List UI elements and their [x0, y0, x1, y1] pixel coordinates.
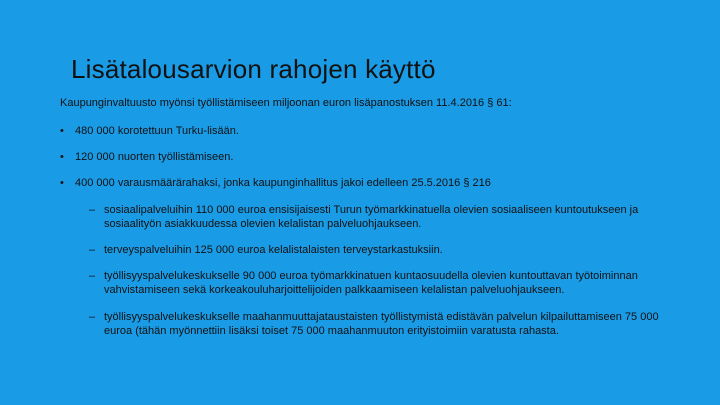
dash-marker: –: [89, 204, 96, 216]
bullet-text: 400 000 varausmäärärahaksi, jonka kaupunginhallitus jakoi edelleen 25.5.2016 § 216: [75, 177, 491, 189]
intro-text: Kaupunginvaltuusto myönsi työllistämiseen miljoonan euron lisäpanostuksen 11.4.2016 § 61:: [60, 97, 512, 109]
sub-item-text: työllisyyspalvelukeskukselle 90 000 euroa työmarkkinatuen kuntaosuudella olevien kuntouttavan työtoiminnan vahvistamiseen sekä korkeakouluharjoittelijoiden palkkaamiseen kelalistan palveluohjaukseen.: [104, 270, 638, 296]
bullet-item: [60, 150, 233, 164]
bullet-marker: •: [60, 151, 64, 163]
dash-marker: –: [89, 270, 96, 282]
bullet-item: [60, 176, 491, 190]
bullet-marker: •: [60, 177, 64, 189]
sub-item: [89, 243, 689, 257]
dash-marker: –: [89, 244, 96, 256]
bullet-marker: •: [60, 125, 64, 137]
bullet-item: [60, 124, 239, 138]
sub-item-text: terveyspalveluihin 125 000 euroa kelalistalaisten terveystarkastuksiin.: [104, 244, 443, 256]
sub-item: [89, 310, 689, 338]
sub-item: [89, 203, 689, 231]
sub-item-text: työllisyyspalvelukeskukselle maahanmuuttajataustaisten työllistymistä edistävän palvelun kilpailuttamiseen 75 000 euroa (tähän myönnettiin lisäksi toiset 75 000 maahanmuuton erityistoimiin varatusta rahasta.: [104, 311, 659, 337]
bullet-text: 480 000 korotettuun Turku-lisään.: [75, 125, 239, 137]
dash-marker: –: [89, 311, 96, 323]
sub-item: [89, 269, 689, 297]
slide-title: Lisätalousarvion rahojen käyttö: [71, 54, 436, 84]
sub-item-text: sosiaalipalveluihin 110 000 euroa ensisijaisesti Turun työmarkkinatuella olevien sosiaaliseen kuntoutukseen ja sosiaalityön asiakkuudessa olevien kelalistan palveluohjaukseen.: [104, 204, 639, 230]
bullet-text: 120 000 nuorten työllistämiseen.: [75, 151, 234, 163]
